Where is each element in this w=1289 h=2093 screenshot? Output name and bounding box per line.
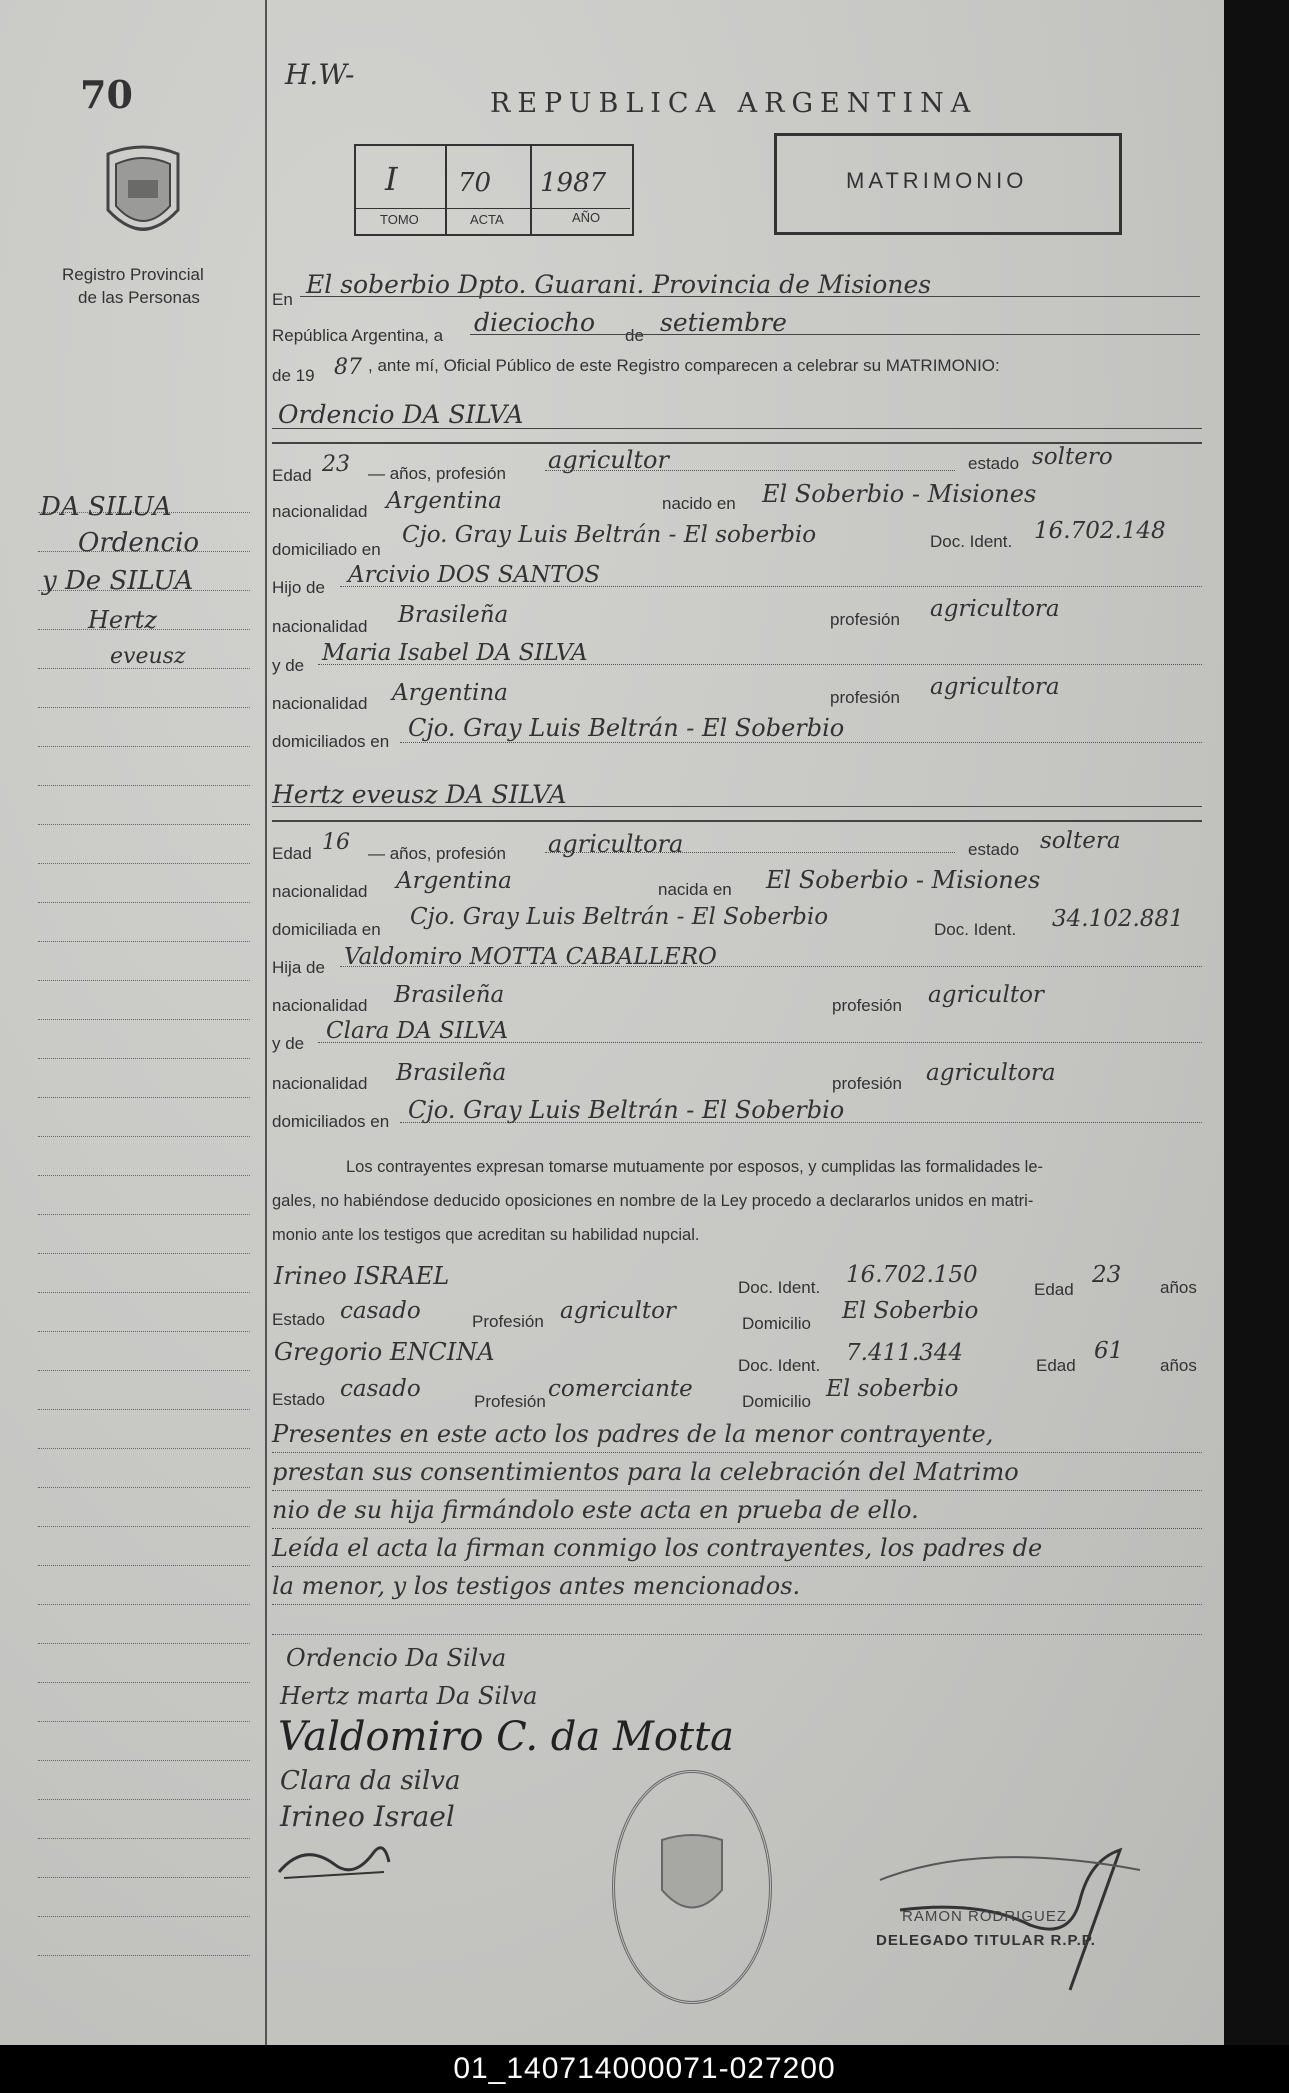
bride-nacionalidad-label: nacionalidad [272, 882, 368, 901]
signature-witness: Irineo Israel [280, 1800, 455, 1833]
bride-nacionalidad: Argentina [396, 868, 512, 894]
bride-y-de-label: y de [272, 1034, 305, 1053]
bride-domiciliados-label: domiciliados en [272, 1112, 390, 1131]
declaration-line1: Los contrayentes expresan tomarse mutuamente por esposos, y cumplidas las formalidades le- [346, 1158, 1044, 1176]
witness2-doc: 7.411.344 [846, 1340, 964, 1366]
witness1-profesion-label: Profesión [472, 1312, 544, 1331]
rule [272, 1634, 1202, 1635]
bride-padre-prof: agricultor [928, 982, 1044, 1008]
bride-domicilio: Cjo. Gray Luis Beltrán - El Soberbio [410, 904, 829, 930]
rule [545, 470, 955, 471]
groom-edad-label: Edad [272, 466, 312, 485]
bride-hija-label: Hija de [272, 958, 325, 977]
year-prefix: de 19 [272, 366, 315, 385]
witness1-domicilio-label: Domicilio [742, 1314, 811, 1333]
witness1-domicilio: El Soberbio [842, 1298, 979, 1324]
rule [272, 428, 1202, 429]
groom-nacionalidad: Argentina [386, 488, 502, 514]
bride-nacida: El Soberbio - Misiones [766, 866, 1041, 894]
witness2-doc-label: Doc. Ident. [738, 1356, 821, 1375]
bride-madre-prof-label: profesión [832, 1074, 902, 1093]
provincial-seal-icon [98, 140, 188, 250]
tomo-value: I [385, 160, 398, 198]
witness2-edad: 61 [1094, 1338, 1124, 1364]
groom-nacionalidad-label: nacionalidad [272, 502, 368, 521]
groom-padre: Arcivio DOS SANTOS [348, 562, 601, 588]
signature-father: Valdomiro C. da Motta [278, 1714, 734, 1760]
groom-madre: Maria Isabel DA SILVA [322, 640, 588, 666]
bride-padre-nac: Brasileña [394, 982, 505, 1008]
bride-name: Hertz eveusz DA SILVA [272, 780, 567, 809]
groom-anos-label: — años, profesión [368, 464, 506, 483]
groom-madre-prof: agricultora [930, 674, 1060, 700]
groom-nacido: El Soberbio - Misiones [762, 480, 1037, 508]
groom-madre-nac-label: nacionalidad [272, 694, 368, 713]
witness2-estado-label: Estado [272, 1390, 325, 1409]
bride-madre: Clara DA SILVA [326, 1018, 509, 1044]
groom-nacido-label: nacido en [662, 494, 736, 513]
bride-padres-domicilio: Cjo. Gray Luis Beltrán - El Soberbio [408, 1096, 845, 1124]
notes-line2: prestan sus consentimientos para la celebración del Matrimo [272, 1458, 1019, 1486]
groom-padres-domicilio: Cjo. Gray Luis Beltrán - El Soberbio [408, 714, 845, 742]
witness1-name: Irineo ISRAEL [274, 1262, 450, 1290]
rule [318, 1042, 1202, 1043]
scan-id-footer: 01_140714000071-027200 [0, 2045, 1289, 2093]
declaration-line2: gales, no habiéndose deducido oposiciones en nombre de la Ley procedo a declararlos unidos en matri- [272, 1192, 1034, 1210]
official-seal-emblem-icon [652, 1830, 732, 1930]
en-label: En [272, 290, 293, 309]
rule [272, 1566, 1202, 1567]
witness1-edad-label: Edad [1034, 1280, 1074, 1299]
declaration-line3: monio ante los testigos que acreditan su habilidad nupcial. [272, 1226, 700, 1244]
scribble-signature-icon [274, 1822, 394, 1882]
tomo-label: TOMO [380, 212, 419, 227]
witness1-edad: 23 [1092, 1262, 1122, 1288]
rule [545, 852, 955, 853]
margin-divider [265, 0, 267, 2045]
notes-line1: Presentes en este acto los padres de la menor contrayente, [272, 1420, 994, 1448]
witness2-domicilio: El soberbio [826, 1376, 959, 1402]
bride-domiciliada-label: domiciliada en [272, 920, 381, 939]
bride-doc: 34.102.881 [1052, 906, 1184, 932]
ano-label: AÑO [572, 210, 601, 225]
registry-name-line2: de las Personas [78, 288, 200, 307]
witness1-doc: 16.702.150 [846, 1262, 978, 1288]
witness2-estado: casado [340, 1376, 421, 1402]
rule [272, 1528, 1202, 1529]
bride-madre-prof: agricultora [926, 1060, 1056, 1086]
rule [300, 296, 1200, 297]
signature-bride: Hertz marta Da Silva [280, 1682, 538, 1710]
witness2-domicilio-label: Domicilio [742, 1392, 811, 1411]
box-divider [445, 144, 447, 234]
witness2-edad-label: Edad [1036, 1356, 1076, 1375]
country-title: REPUBLICA ARGENTINA [490, 88, 978, 119]
witness1-anos-label: años [1160, 1278, 1197, 1297]
ano-value: 1987 [540, 168, 607, 198]
groom-padre-nac: Brasileña [398, 602, 509, 628]
page-number: 70 [80, 72, 133, 117]
rule [340, 966, 1202, 967]
de-label: de [625, 326, 644, 345]
notes-line4: Leída el acta la firman conmigo los contrayentes, los padres de [272, 1534, 1043, 1562]
rule [318, 664, 1202, 665]
bride-nacida-label: nacida en [658, 880, 732, 899]
groom-doc: 16.702.148 [1034, 518, 1166, 544]
bride-padre-nac-label: nacionalidad [272, 996, 368, 1015]
rule [272, 806, 1202, 807]
signature-mother: Clara da silva [280, 1766, 461, 1796]
witness2-profesion-label: Profesión [474, 1392, 546, 1411]
scanner-edge [1224, 0, 1289, 2045]
groom-edad: 23 [322, 452, 350, 477]
witness1-profesion: agricultor [560, 1298, 676, 1324]
bride-estado-label: estado [968, 840, 1020, 859]
bride-padre-prof-label: profesión [832, 996, 902, 1015]
box-rule [356, 208, 630, 209]
rule [272, 1490, 1202, 1491]
groom-hijo-label: Hijo de [272, 578, 325, 597]
month: setiembre [660, 308, 787, 337]
bride-profesion: agricultora [548, 830, 684, 858]
rule [400, 742, 1202, 743]
record-type: MATRIMONIO [846, 168, 1028, 193]
box-divider [530, 144, 532, 234]
witness2-name: Gregorio ENCINA [274, 1338, 495, 1366]
acta-label: ACTA [470, 212, 504, 227]
witness2-anos-label: años [1160, 1356, 1197, 1375]
bride-padre: Valdomiro MOTTA CABALLERO [344, 944, 717, 970]
signature-groom: Ordencio Da Silva [286, 1644, 507, 1672]
top-note: H.W- [285, 58, 355, 91]
republica-label: República Argentina, a [272, 326, 444, 345]
groom-doc-label: Doc. Ident. [930, 532, 1013, 551]
bride-madre-nac-label: nacionalidad [272, 1074, 368, 1093]
bride-edad: 16 [322, 830, 350, 855]
witness1-estado-label: Estado [272, 1310, 325, 1329]
rule [470, 334, 1200, 335]
groom-padre-prof: agricultora [930, 596, 1060, 622]
year-suffix: 87 [334, 355, 362, 380]
groom-name: Ordencio DA SILVA [278, 400, 524, 429]
groom-profesion: agricultor [548, 446, 669, 474]
margin-note-line4: Hertz [88, 606, 157, 634]
groom-estado: soltero [1032, 444, 1113, 470]
groom-padre-prof-label: profesión [830, 610, 900, 629]
bride-estado: soltera [1040, 828, 1121, 854]
margin-note-line1: DA SILUA [40, 492, 172, 522]
official-name: RAMON RODRIGUEZ [902, 1908, 1067, 1925]
notes-line3: nio de su hija firmándolo este acta en prueba de ello. [272, 1496, 919, 1524]
bride-anos-label: — años, profesión [368, 844, 506, 863]
groom-domiciliado-label: domiciliado en [272, 540, 381, 559]
groom-domiciliados-label: domiciliados en [272, 732, 390, 751]
margin-note-line2: Ordencio [78, 528, 200, 558]
registry-name-line1: Registro Provincial [62, 265, 204, 284]
rule [272, 1604, 1202, 1605]
bride-edad-label: Edad [272, 844, 312, 863]
groom-madre-nac: Argentina [392, 680, 508, 706]
groom-madre-prof-label: profesión [830, 688, 900, 707]
intro-rest: , ante mí, Oficial Público de este Registro comparecen a celebrar su MATRIMONIO: [368, 356, 1000, 375]
groom-domicilio: Cjo. Gray Luis Beltrán - El soberbio [402, 522, 817, 548]
groom-y-de-label: y de [272, 656, 305, 675]
bride-madre-nac: Brasileña [396, 1060, 507, 1086]
rule [272, 820, 1202, 822]
place: El soberbio Dpto. Guarani. Provincia de Misiones [306, 270, 932, 299]
rule [340, 586, 1202, 587]
bride-doc-label: Doc. Ident. [934, 920, 1017, 939]
margin-note-line3: y De SILUA [42, 566, 194, 596]
witness1-estado: casado [340, 1298, 421, 1324]
groom-estado-label: estado [968, 454, 1020, 473]
official-title: DELEGADO TITULAR R.P.P. [876, 1932, 1096, 1949]
notes-line5: la menor, y los testigos antes mencionados. [272, 1572, 801, 1600]
day: dieciocho [474, 308, 595, 337]
rule [400, 1122, 1202, 1123]
rule [272, 1452, 1202, 1453]
witness2-profesion: comerciante [548, 1376, 693, 1402]
margin-note-line5: eveusz [110, 644, 186, 669]
groom-padre-nac-label: nacionalidad [272, 617, 368, 636]
acta-value: 70 [458, 168, 492, 198]
witness1-doc-label: Doc. Ident. [738, 1278, 821, 1297]
